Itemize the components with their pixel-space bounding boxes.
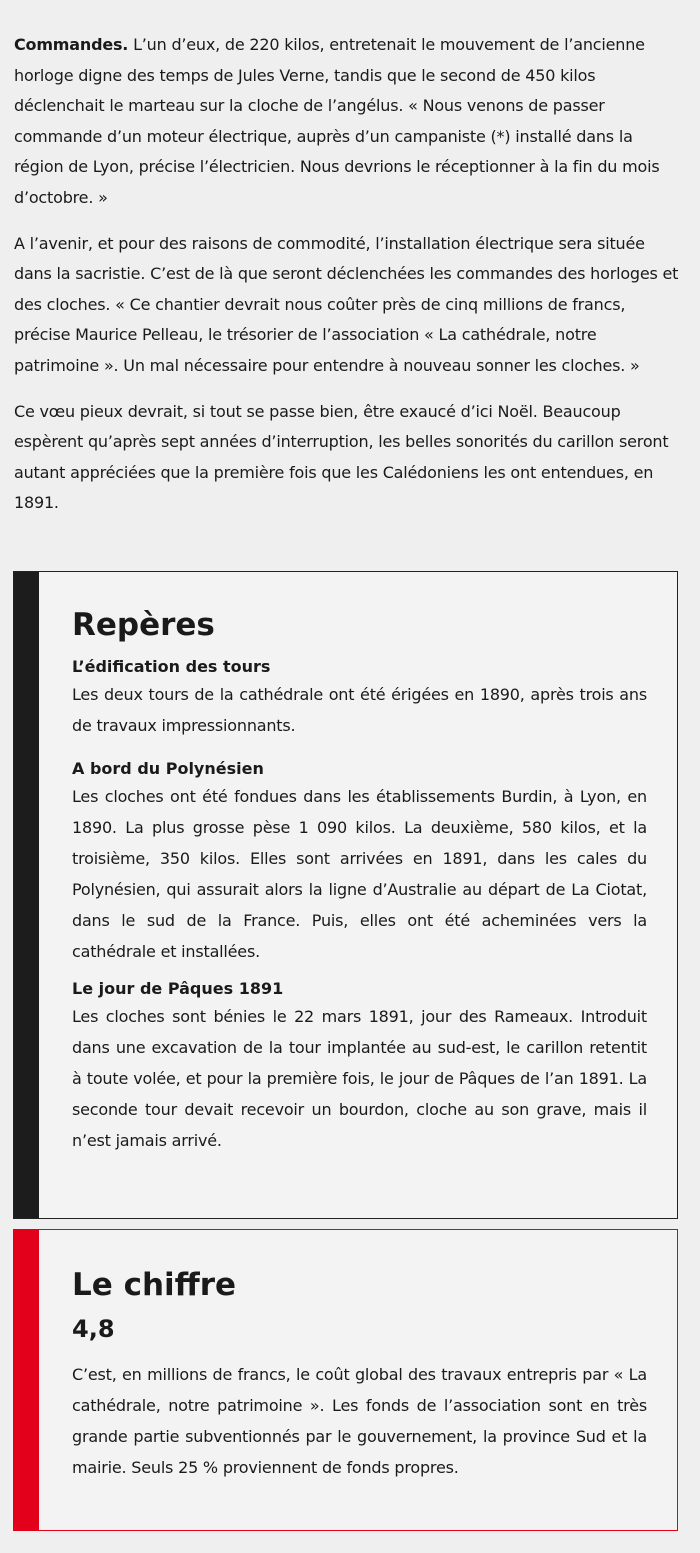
reperes-box — [13, 571, 678, 1219]
paragraph-lead: Commandes. — [14, 35, 129, 54]
chiffre-figure: 4,8 — [72, 1315, 115, 1343]
chiffre-box — [13, 1229, 678, 1531]
reperes-accent-bar — [14, 572, 39, 1218]
reperes-item-text: Les deux tours de la cathédrale ont été érigées en 1890, après trois ans de travaux impressionnants. — [72, 685, 647, 735]
reperes-item-heading: L’édification des tours — [72, 657, 271, 676]
reperes-item-heading: A bord du Polynésien — [72, 759, 264, 778]
chiffre-accent-bar — [14, 1230, 39, 1530]
reperes-title: Repères — [72, 607, 215, 643]
chiffre-title: Le chiffre — [72, 1267, 237, 1303]
paragraph-text: L’un d’eux, de 220 kilos, entretenait le mouvement de l’ancienne horloge digne des temps de Jules Verne, tandis que le second de 450 kilos déclenchait le marteau sur la cloche de l’angélus. « Nous venons de passer commande d’un moteur électrique, auprès d’un campaniste (*) installé dans la région de Lyon, précise l’électricien. Nous devrions le réceptionner à la fin du mois d’octobre. » — [14, 35, 660, 207]
paragraph-commandes — [14, 30, 686, 214]
reperes-item-heading: Le jour de Pâques 1891 — [72, 979, 284, 998]
article-body — [0, 0, 700, 597]
paragraph-voeu: Ce vœu pieux devrait, si tout se passe bien, être exaucé d’ici Noël. Beaucoup espèrent qu’après sept années d’interruption, les belles sonorités du carillon seront autant appréciées que la première fois que les Calédoniens les ont entendues, en 1891. — [14, 401, 669, 513]
reperes-item-text: Les cloches ont été fondues dans les établissements Burdin, à Lyon, en 1890. La plus grosse pèse 1 090 kilos. La deuxième, 580 kilos, et la troisième, 350 kilos. Elles sont arrivées en 1891, dans les cales du Polynésien, qui assurait alors la ligne d’Australie au départ de La Ciotat, dans le sud de la France. Puis, elles ont été acheminées vers la cathédrale et installées. — [72, 787, 647, 961]
reperes-item-text: Les cloches sont bénies le 22 mars 1891, jour des Rameaux. Introduit dans une excavation de la tour implantée au sud-est, le carillon retentit à toute volée, et pour la première fois, le jour de Pâques de l’an 1891. La seconde tour devait recevoir un bourdon, cloche au son grave, mais il n’est jamais arrivé. — [72, 1007, 647, 1150]
chiffre-text: C’est, en millions de francs, le coût global des travaux entrepris par « La cathédrale, notre patrimoine ». Les fonds de l’association sont en très grande partie subventionnés par le gouvernement, la province Sud et la mairie. Seuls 25 % proviennent de fonds propres. — [72, 1365, 647, 1477]
paragraph-avenir: A l’avenir, et pour des raisons de commodité, l’installation électrique sera située dans la sacristie. C’est de là que seront déclenchées les commandes des horloges et des cloches. « Ce chantier devrait nous coûter près de cinq millions de francs, précise Maurice Pelleau, le trésorier de l’association « La cathédrale, notre patrimoine ». Un mal nécessaire pour entendre à nouveau sonner les cloches. » — [14, 233, 679, 375]
